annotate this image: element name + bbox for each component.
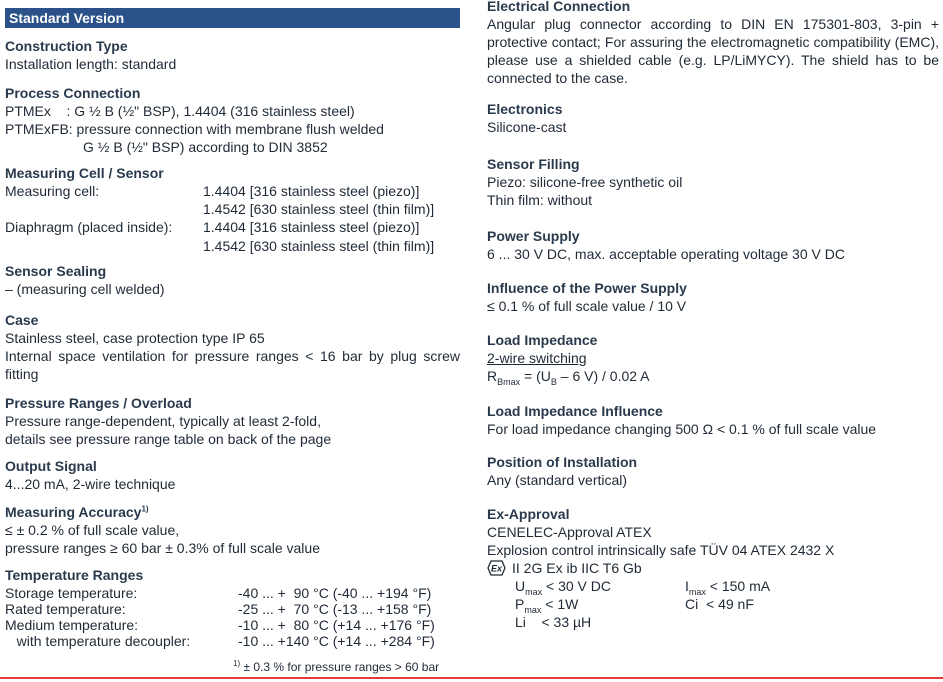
formula-subscript: Bmax (497, 376, 521, 387)
section-title: Output Signal (5, 458, 97, 474)
temp-label: Rated temperature: (5, 601, 126, 617)
load-impedance-influence-section (487, 402, 939, 438)
bottom-rule (0, 677, 943, 679)
section-title: Sensor Filling (487, 156, 580, 172)
load-impedance-section (487, 331, 939, 385)
formula (487, 367, 939, 385)
param-a: $P_{max} < 1W$ (515, 596, 579, 615)
temp-row (5, 600, 460, 616)
sensor-filling-section (487, 155, 939, 209)
installation-position-section (487, 453, 939, 489)
text-paragraph: Angular plug connector according to DIN EN 175301-803, 3-pin + protective contact; For assuring the electromagnetic compatibility (EMC), please use a shielded cable (e.g. LP/LiMYCY). The shield has to be connected to the case. (487, 16, 939, 86)
spec-value: 1.4542 [630 stainless steel (thin film)] (203, 238, 435, 254)
section-title: Position of Installation (487, 454, 638, 470)
spec-row (5, 200, 460, 218)
section-title: Construction Type (5, 38, 128, 54)
text-line: – (measuring cell welded) (5, 281, 165, 297)
text-line: Piezo: silicone-free synthetic oil (487, 174, 683, 190)
text-line: CENELEC-Approval ATEX (487, 524, 652, 540)
temp-label: Storage temperature: (5, 585, 138, 601)
text-line: ≤ ± 0.2 % of full scale value, (5, 522, 180, 538)
temp-row (5, 584, 460, 600)
temp-label: Medium temperature: (5, 617, 139, 633)
param-b: $I_{max} < 150$ mA (685, 578, 771, 597)
formula-subscript: B (550, 376, 557, 387)
measuring-accuracy-section (5, 503, 460, 557)
output-signal-section (5, 457, 460, 493)
ex-marking-row (487, 559, 939, 577)
text-line: 2-wire switching (487, 350, 587, 366)
section-title: Load Impedance Influence (487, 403, 663, 419)
footnote (233, 658, 439, 676)
formula-text: – 6 V) / 0.02 A (556, 368, 650, 384)
text-line: Silicone-cast (487, 119, 567, 135)
process-connection-section (5, 84, 460, 156)
section-title: Electronics (487, 101, 563, 117)
spec-label: Diaphragm (placed inside): (5, 219, 173, 235)
ex-hexagon-icon (487, 560, 506, 576)
construction-type-section (5, 37, 460, 73)
ex-param-row (487, 595, 939, 613)
ex-param-row (487, 613, 939, 631)
section-title: Influence of the Power Supply (487, 280, 687, 296)
section-title: Process Connection (5, 85, 141, 101)
text-line: PTMExFB: pressure connection with membrane flush welded (5, 121, 384, 137)
section-title: Pressure Ranges / Overload (5, 395, 192, 411)
spec-row (5, 182, 460, 200)
text-line: Stainless steel, case protection type IP 65 (5, 330, 265, 346)
left-column (5, 0, 460, 649)
formula-text: = (U (520, 368, 551, 384)
power-supply-section (487, 227, 939, 263)
text-line: Explosion control intrinsically safe TÜV 04 ATEX 2432 X (487, 542, 835, 558)
text-line: Thin film: without (487, 192, 593, 208)
section-title: Measuring Cell / Sensor (5, 165, 164, 181)
param-b: Ci < 49 nF (685, 596, 754, 612)
section-title: Load Impedance (487, 332, 598, 348)
footnote-mark: 1) (233, 659, 241, 668)
param-a: $U_{max} < 30$ V DC (515, 578, 612, 597)
text-line: Pressure range-dependent, typically at least 2-fold, (5, 413, 321, 429)
text-line: G ½ B (½" BSP) according to DIN 3852 (83, 139, 328, 155)
title-text: Measuring Accuracy (5, 504, 142, 520)
electronics-section (487, 100, 939, 136)
electrical-connection-section (487, 0, 939, 87)
ex-param-row (487, 577, 939, 595)
pressure-ranges-section (5, 394, 460, 448)
section-title: Case (5, 312, 39, 328)
temp-value: -10 ... + 80 °C (+14 ... +176 °F) (238, 617, 435, 633)
temp-row (5, 616, 460, 632)
section-title: Electrical Connection (487, 0, 631, 14)
text-line: ≤ 0.1 % of full scale value / 10 V (487, 298, 687, 314)
text-line: Internal space ventilation for pressure ranges < 16 bar by plug screw fitting (5, 348, 460, 382)
section-title: Power Supply (487, 228, 580, 244)
footnote-text: ± 0.3 % for pressure ranges > 60 bar (240, 660, 440, 674)
text-line: Installation length: standard (5, 56, 177, 72)
param-a: Li < 33 µH (515, 614, 592, 630)
text-line: 4...20 mA, 2-wire technique (5, 476, 176, 492)
temp-value: -25 ... + 70 °C (-13 ... +158 °F) (238, 601, 432, 617)
ex-marking: II 2G Ex ib IIC T6 Gb (512, 560, 642, 576)
text-line: Any (standard vertical) (487, 472, 628, 488)
case-section (5, 311, 460, 383)
temp-value: -40 ... + 90 °C (-40 ... +194 °F) (238, 585, 432, 601)
section-title (5, 503, 460, 521)
text-line: PTMEx : G ½ B (½" BSP), 1.4404 (316 stainless steel) (5, 103, 355, 119)
section-header-bar: Standard Version (5, 8, 460, 28)
sensor-sealing-section (5, 262, 460, 298)
power-supply-influence-section (487, 279, 939, 315)
footnote-mark: 1) (141, 504, 149, 514)
section-title: Ex-Approval (487, 506, 570, 522)
spec-row (5, 237, 460, 255)
temp-row (5, 632, 460, 648)
text-line: details see pressure range table on back of the page (5, 431, 332, 447)
text-line: For load impedance changing 500 Ω < 0.1 % of full scale value (487, 421, 877, 437)
section-title: Sensor Sealing (5, 263, 107, 279)
spec-value: 1.4404 [316 stainless steel (piezo)] (203, 183, 420, 199)
spec-value: 1.4542 [630 stainless steel (thin film)] (203, 201, 435, 217)
spec-value: 1.4404 [316 stainless steel (piezo)] (203, 219, 420, 235)
measuring-cell-section (5, 164, 460, 255)
ex-approval-section (487, 505, 939, 631)
temp-value: -10 ... +140 °C (+14 ... +284 °F) (238, 633, 435, 649)
text-line: pressure ranges ≥ 60 bar ± 0.3% of full scale value (5, 540, 320, 556)
spec-row (5, 218, 460, 236)
spec-label: Measuring cell: (5, 183, 100, 199)
temperature-ranges-section (5, 566, 460, 648)
formula-symbol: R (487, 368, 498, 384)
svg-text:Ex: Ex (490, 563, 503, 574)
text-line: 6 ... 30 V DC, max. acceptable operating voltage 30 V DC (487, 246, 845, 262)
section-title: Temperature Ranges (5, 567, 144, 583)
temp-label: with temperature decoupler: (5, 633, 191, 649)
